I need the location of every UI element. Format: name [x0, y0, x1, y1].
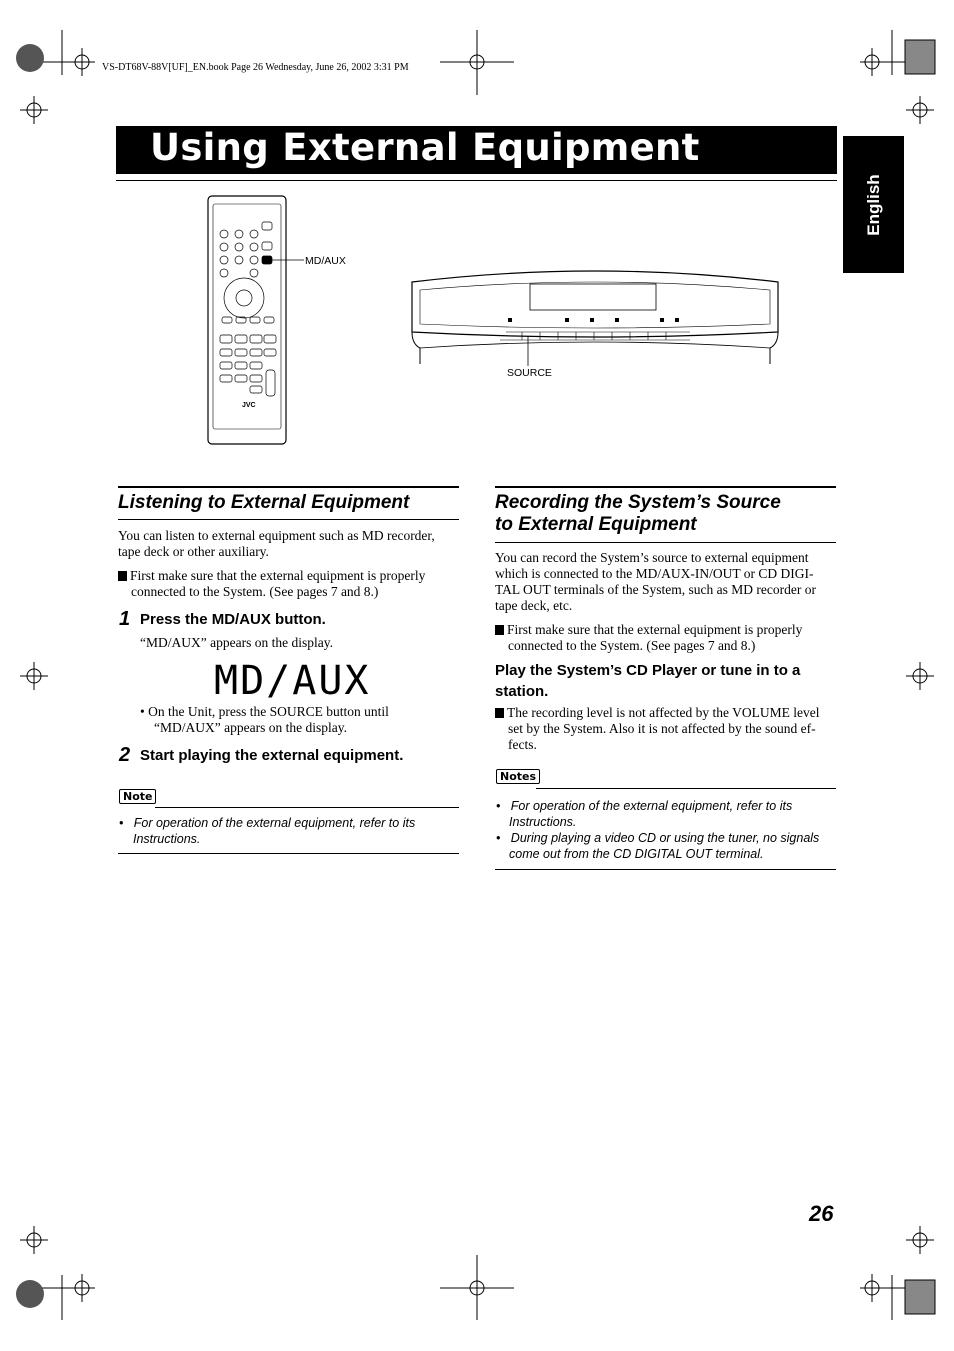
left-bullet-line-2: connected to the System. (See pages 7 and 8.)	[131, 584, 379, 599]
right-bullet-line-2: connected to the System. (See pages 7 and 8.)	[508, 638, 756, 653]
right-note-1-line-1: For operation of the external equipment, refer to its	[510, 799, 793, 813]
right-intro-line-2: which is connected to the MD/AUX-IN/OUT or CD DIGI-	[495, 566, 814, 581]
lcd-display-text: MD/AUX	[214, 658, 371, 704]
note-badge-icon: Note	[119, 789, 156, 804]
right-intro-line-4: tape deck, etc.	[495, 598, 573, 613]
left-note-line-2: Instructions.	[133, 832, 201, 846]
left-bullet-line-1: First make sure that the external equipment is properly	[130, 568, 426, 583]
right-heading-line-2: to External Equipment	[495, 514, 697, 535]
right-intro-line-1: You can record the System’s source to external equipment	[495, 550, 809, 565]
right-note-2-line-1: During playing a video CD or using the tuner, no signals	[510, 831, 820, 845]
page-title: Using External Equipment	[150, 126, 700, 169]
right-rec-line-1: The recording level is not affected by the VOLUME level	[507, 705, 820, 720]
language-tab	[843, 136, 904, 273]
step-1-bullet-line-2: “MD/AUX” appears on the display.	[154, 720, 347, 735]
file-header: VS-DT68V-88V[UF]_EN.book Page 26 Wednesday, June 26, 2002 3:31 PM	[102, 62, 409, 73]
right-subhead-line-1: Play the System’s CD Player or tune in to a	[495, 662, 801, 679]
right-heading-line-1: Recording the System’s Source	[495, 492, 781, 513]
right-heading-rule-top	[495, 486, 836, 488]
remote-control-illustration	[200, 192, 360, 448]
callout-mdaux: MD/AUX	[305, 255, 346, 267]
language-tab-label: English	[863, 173, 883, 236]
step-1-text: Press the MD/AUX button.	[140, 611, 326, 628]
step-1-subtext: “MD/AUX” appears on the display.	[140, 635, 333, 650]
right-notes-rule	[536, 788, 836, 789]
right-heading-rule-bottom	[495, 542, 836, 543]
right-rec-line-3: fects.	[508, 737, 537, 752]
square-bullet-icon	[495, 625, 504, 635]
left-intro-line-2: tape deck or other auxiliary.	[118, 544, 269, 559]
main-unit-illustration	[400, 262, 790, 370]
right-intro-line-3: TAL OUT terminals of the System, such as MD recorder or	[495, 582, 816, 597]
right-rec-line-2: set by the System. Also it is not affected by the sound ef-	[508, 721, 816, 736]
left-note-line-1: For operation of the external equipment, refer to its	[133, 816, 416, 830]
right-note-1-line-2: Instructions.	[509, 815, 577, 829]
left-intro-line-1: You can listen to external equipment such as MD recorder,	[118, 528, 435, 543]
right-notes-rule-bottom	[495, 869, 836, 870]
left-note-rule-bottom	[118, 853, 459, 854]
left-section-heading: Listening to External Equipment	[118, 492, 410, 513]
left-heading-rule-bottom	[118, 519, 459, 520]
remote-brand-logo: JVC	[242, 402, 256, 409]
step-1-bullet-text-1: On the Unit, press the SOURCE button until	[148, 704, 389, 719]
left-heading-rule-top	[118, 486, 459, 488]
square-bullet-icon	[118, 571, 127, 581]
right-note-2-line-2: come out from the CD DIGITAL OUT terminal.	[509, 847, 764, 861]
page-number: 26	[809, 1201, 834, 1226]
square-bullet-icon	[495, 708, 504, 718]
right-bullet-line-1: First make sure that the external equipment is properly	[507, 622, 803, 637]
notes-badge-icon: Notes	[496, 769, 540, 784]
right-subhead-line-2: station.	[495, 683, 549, 700]
step-2-number: 2	[119, 744, 131, 766]
left-note-rule	[155, 807, 459, 808]
step-1-number: 1	[119, 608, 131, 630]
title-rule	[116, 180, 837, 181]
step-1-bullet-line-1: • On the Unit, press the SOURCE button until	[140, 704, 389, 719]
title-bar	[116, 126, 837, 174]
callout-source: SOURCE	[507, 367, 552, 379]
step-2-text: Start playing the external equipment.	[140, 747, 404, 764]
